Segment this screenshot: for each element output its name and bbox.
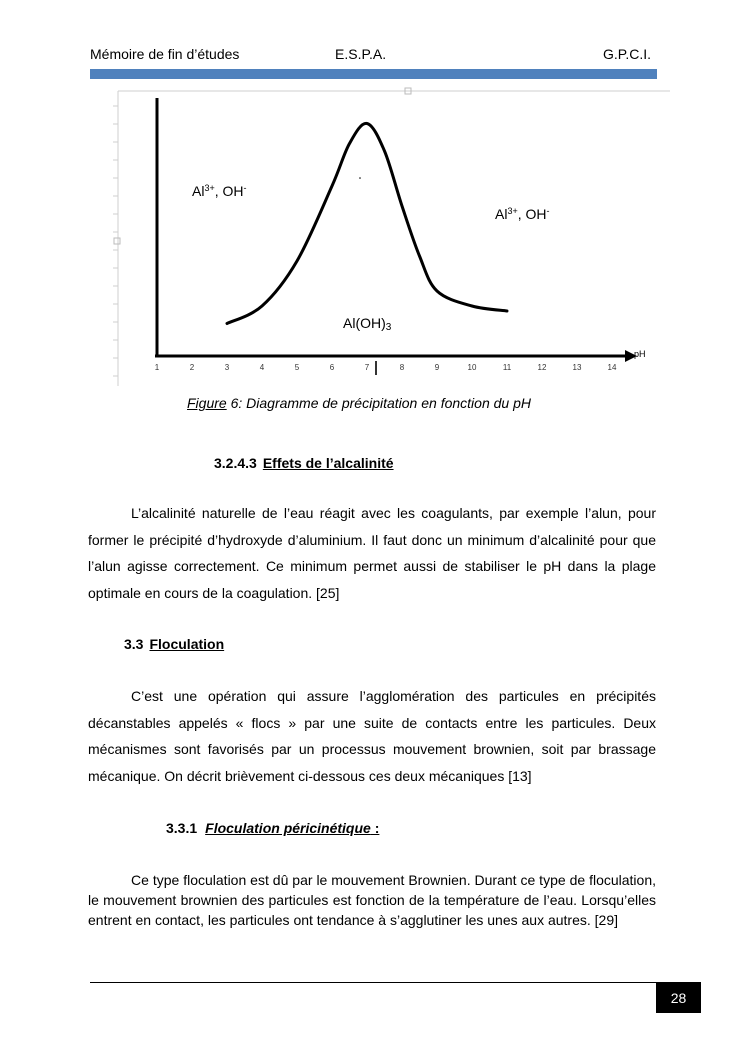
header-right: G.P.C.I. (603, 46, 651, 62)
x-tick-label: 1 (154, 363, 160, 372)
x-tick-label: 11 (502, 363, 512, 372)
section-331-title: Floculation péricinétique (205, 820, 371, 836)
figure-caption (187, 395, 531, 411)
section-331-colon: : (370, 820, 380, 836)
annotation-precipitate: Al(OH)3 (343, 315, 392, 333)
x-tick-label: 3 (224, 363, 230, 372)
frame-handle-left (114, 238, 120, 244)
x-tick-label: 12 (537, 363, 547, 372)
paragraph-alcalinite: L’alcalinité naturelle de l’eau réagit avec les coagulants, par exemple l’alun, pour former le précipité d’hydroxyde d’aluminium. Il faut donc un minimum d’alcalinité pour que l’alun agisse correctement. Ce minimum permet aussi de stabiliser le pH dans la plage optimale en cours de la coagulation. [25] (88, 505, 656, 601)
section-33-heading (124, 636, 224, 652)
section-3243-number: 3.2.4.3 (214, 455, 257, 471)
x-tick-label: 13 (572, 363, 582, 372)
figure-caption-text: : Diagramme de précipitation en fonction du pH (238, 395, 531, 411)
x-axis-label: pH (634, 349, 646, 359)
paragraph-floculation: C’est une opération qui assure l’agglomération des particules en précipités décanstables appelés « flocs » par une suite de contacts entre les particules. Deux mécanismes sont favorisés par un processus mouvement brownien, soit par brassage mécanique. On décrit brièvement ci-dessous ces deux mécaniques [13] (88, 688, 656, 784)
x-tick-label: 2 (189, 363, 195, 372)
precipitation-curve (227, 123, 507, 323)
x-tick-label: 7 (364, 363, 370, 372)
header-bar (90, 69, 657, 79)
stray-dot (359, 177, 361, 179)
page-number: 28 (656, 982, 701, 1013)
annotation-acidic-ions: $Al^{3+}$, OH- (192, 183, 247, 199)
section-33-title: Floculation (149, 636, 225, 652)
x-tick-label: 14 (607, 363, 617, 372)
header-center: E.S.P.A. (335, 46, 387, 62)
section-3243-heading (214, 455, 394, 471)
footer-line (90, 982, 657, 983)
section-331-number: 3.3.1 (166, 820, 198, 836)
section-3243-title: Effets de l’alcalinité (262, 455, 394, 471)
paragraph-pericinetique: Ce type floculation est dû par le mouvement Brownien. Durant ce type de floculation, le mouvement brownien des particules est fonction de la température de l’eau. Lorsqu’elles entrent en contact, les particules ont tendance à s’agglutiner les unes aux autres. [29] (88, 872, 656, 928)
header-left: Mémoire de fin d’études (90, 46, 240, 62)
x-tick-label: 4 (259, 363, 265, 372)
x-tick-label: 9 (434, 363, 440, 372)
section-331-heading (166, 820, 379, 836)
x-tick-label: 10 (467, 363, 477, 372)
figure-number: 6 (226, 395, 239, 411)
x-tick-label: 8 (399, 363, 405, 372)
x-tick-label: 6 (329, 363, 335, 372)
figure-label: Figure (187, 395, 227, 411)
section-33-number: 3.3 (124, 636, 144, 652)
x-ticks (155, 363, 617, 372)
annotation-basic-ions: $Al^{3+}$, OH- (495, 206, 550, 222)
precipitation-chart (110, 86, 670, 386)
x-tick-label: 5 (294, 363, 300, 372)
